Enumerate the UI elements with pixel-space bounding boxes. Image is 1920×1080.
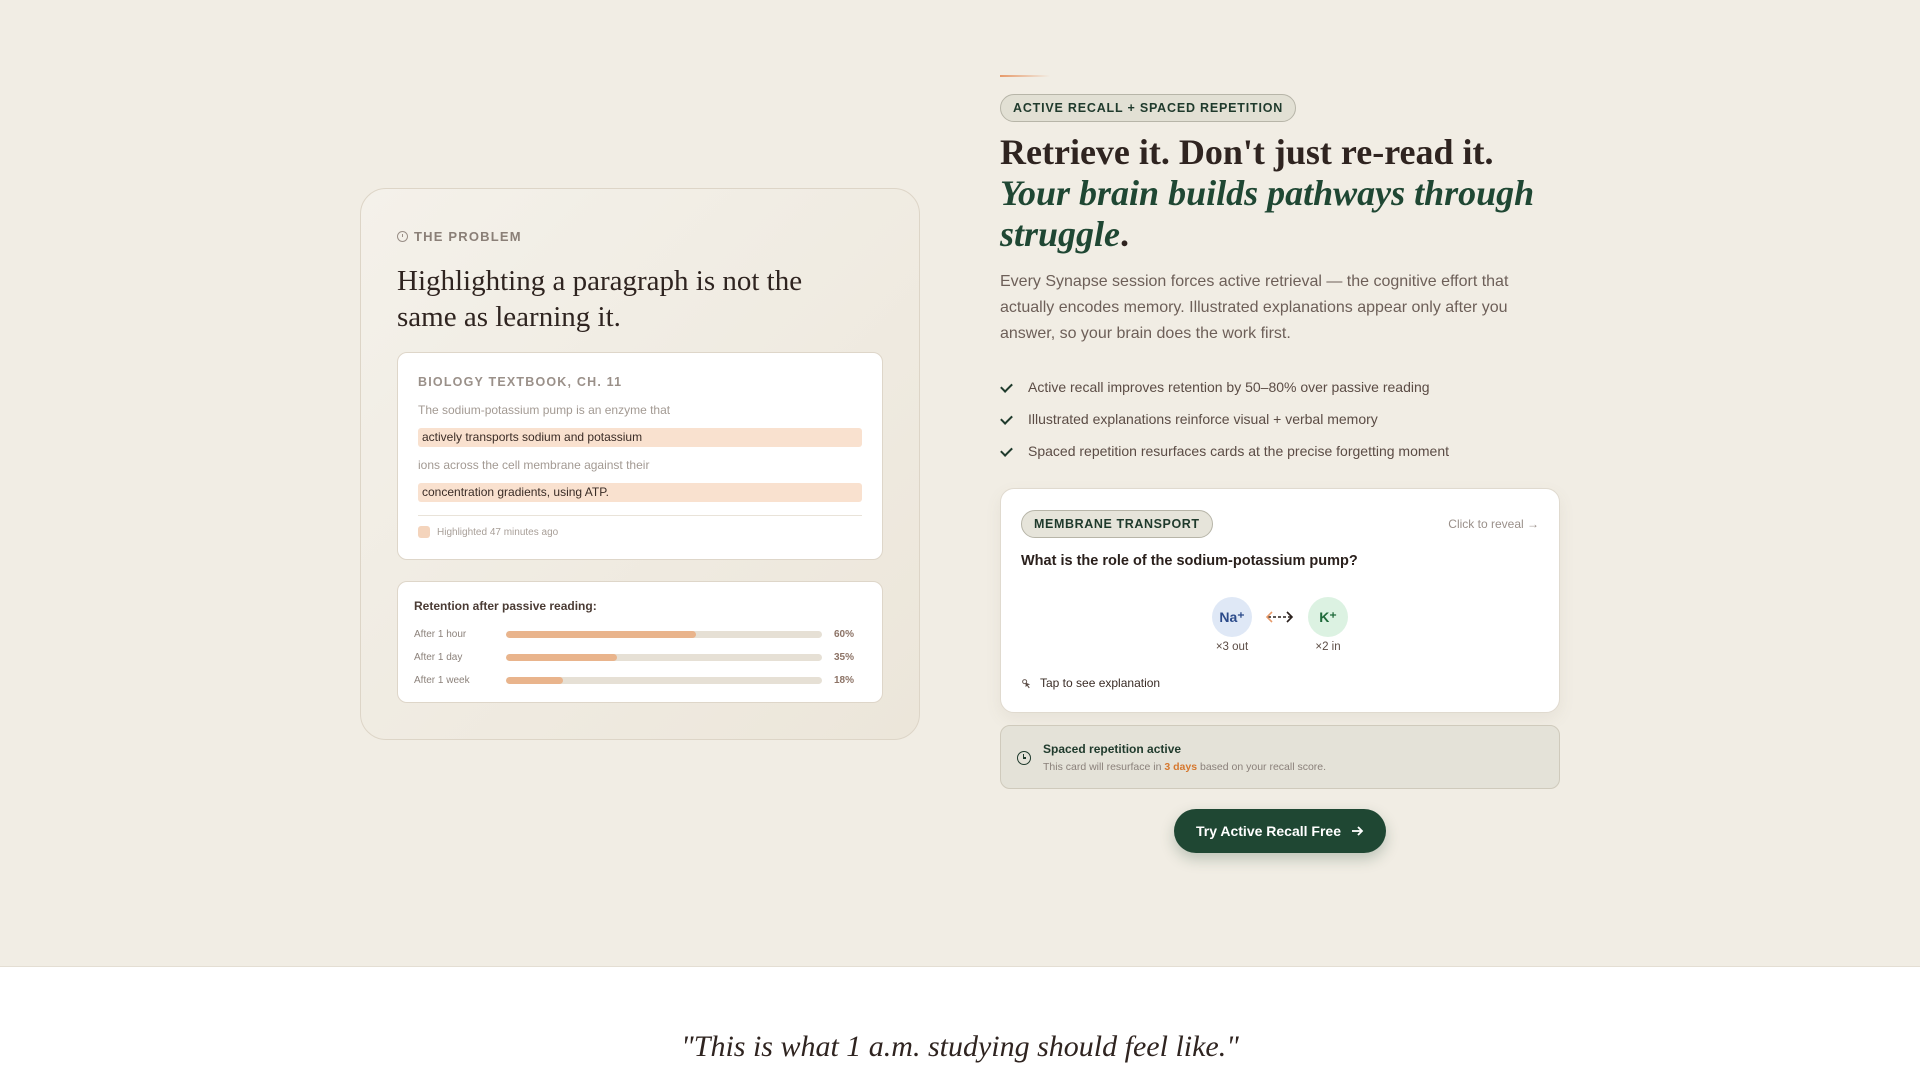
retention-label: After 1 week [414, 674, 470, 686]
retention-label: After 1 day [414, 651, 463, 663]
textbook-excerpt [397, 352, 883, 560]
problem-eyebrow-label: THE PROBLEM [414, 229, 522, 244]
topic-badge: MEMBRANE TRANSPORT [1021, 510, 1213, 538]
retention-value: 18% [834, 674, 855, 686]
problem-eyebrow [397, 229, 522, 244]
headline-plain: Retrieve it. Don't just re-read it. [1000, 132, 1494, 172]
headline-end: . [1120, 214, 1130, 254]
spaced-text [1043, 761, 1326, 773]
arrow-right-icon [1351, 825, 1364, 837]
spaced-repetition-notice [1000, 725, 1560, 789]
clock-icon [1017, 751, 1031, 765]
spaced-interval: 3 days [1164, 761, 1198, 773]
check-icon [1000, 380, 1014, 394]
potassium-caption: ×2 in [1315, 641, 1341, 653]
exchange-arrow-icon [1265, 609, 1295, 625]
tap-to-explain[interactable] [1021, 676, 1160, 690]
retention-bar-fill [506, 631, 696, 638]
section-eyebrow-badge: ACTIVE RECALL + SPACED REPETITION [1000, 94, 1296, 122]
retention-title: Retention after passive reading: [414, 599, 597, 613]
tap-pointer-icon [1021, 678, 1032, 689]
retention-bar [506, 631, 822, 638]
retention-bar-fill [506, 654, 617, 661]
highlight-meta-text: Highlighted 47 minutes ago [437, 526, 559, 538]
textbook-highlight: concentration gradients, using ATP. [418, 483, 862, 502]
alert-circle-icon [397, 231, 408, 242]
benefit-text: Illustrated explanations reinforce visual + verbal memory [1028, 411, 1378, 427]
benefit-item [1000, 403, 1449, 435]
section-lede: Every Synapse session forces active retrieval — the cognitive effort that actually encodes memory. Illustrated explanations appear only after you answer, so your brain does the work first. [1000, 273, 1509, 342]
retention-panel [397, 581, 883, 703]
problem-card [360, 188, 920, 740]
divider [418, 515, 862, 516]
benefit-list [1000, 371, 1449, 467]
retention-bar [506, 677, 822, 684]
retention-row [414, 650, 868, 664]
click-to-reveal-link[interactable]: Click to reveal → [1448, 517, 1539, 531]
retention-bar [506, 654, 822, 661]
sodium-ion-icon: Na⁺ [1212, 597, 1252, 637]
sodium-caption: ×3 out [1215, 641, 1249, 653]
highlight-swatch-icon [418, 526, 430, 538]
retention-row [414, 673, 868, 687]
check-icon [1000, 412, 1014, 426]
section-headline [1000, 132, 1560, 255]
benefit-item [1000, 371, 1449, 403]
potassium-ion-icon: K⁺ [1308, 597, 1348, 637]
textbook-highlight: actively transports sodium and potassium [418, 428, 862, 447]
retention-row [414, 627, 868, 641]
accent-line [1000, 75, 1050, 77]
spaced-title: Spaced repetition active [1043, 742, 1182, 756]
spaced-text-after: based on your recall score. [1197, 761, 1327, 773]
textbook-label: BIOLOGY TEXTBOOK, CH. 11 [418, 375, 623, 389]
headline-emphasis: Your brain builds pathways through struggle [1000, 173, 1535, 254]
retention-bar-fill [506, 677, 563, 684]
testimonial-quote: "This is what 1 a.m. studying should feel like." [681, 1030, 1239, 1063]
check-icon [1000, 444, 1014, 458]
highlight-meta [418, 526, 558, 538]
textbook-line: The sodium-potassium pump is an enzyme that [418, 403, 671, 417]
benefit-text: Active recall improves retention by 50–80% over passive reading [1028, 379, 1430, 395]
spaced-text-before: This card will resurface in [1043, 761, 1165, 773]
retention-value: 60% [834, 628, 855, 640]
retention-value: 35% [834, 651, 855, 663]
cta-label: Try Active Recall Free [1195, 823, 1341, 839]
flashcard-question: What is the role of the sodium-potassium pump? [1021, 553, 1358, 569]
benefit-text: Spaced repetition resurfaces cards at the precise forgetting moment [1028, 443, 1449, 459]
try-active-recall-button[interactable] [1174, 809, 1386, 853]
problem-title: Highlighting a paragraph is not the same as learning it. [397, 265, 803, 333]
retention-label: After 1 hour [414, 628, 467, 640]
benefit-item [1000, 435, 1449, 467]
tap-label: Tap to see explanation [1040, 676, 1161, 690]
textbook-line: ions across the cell membrane against their [418, 458, 650, 472]
flashcard[interactable] [1000, 488, 1560, 713]
